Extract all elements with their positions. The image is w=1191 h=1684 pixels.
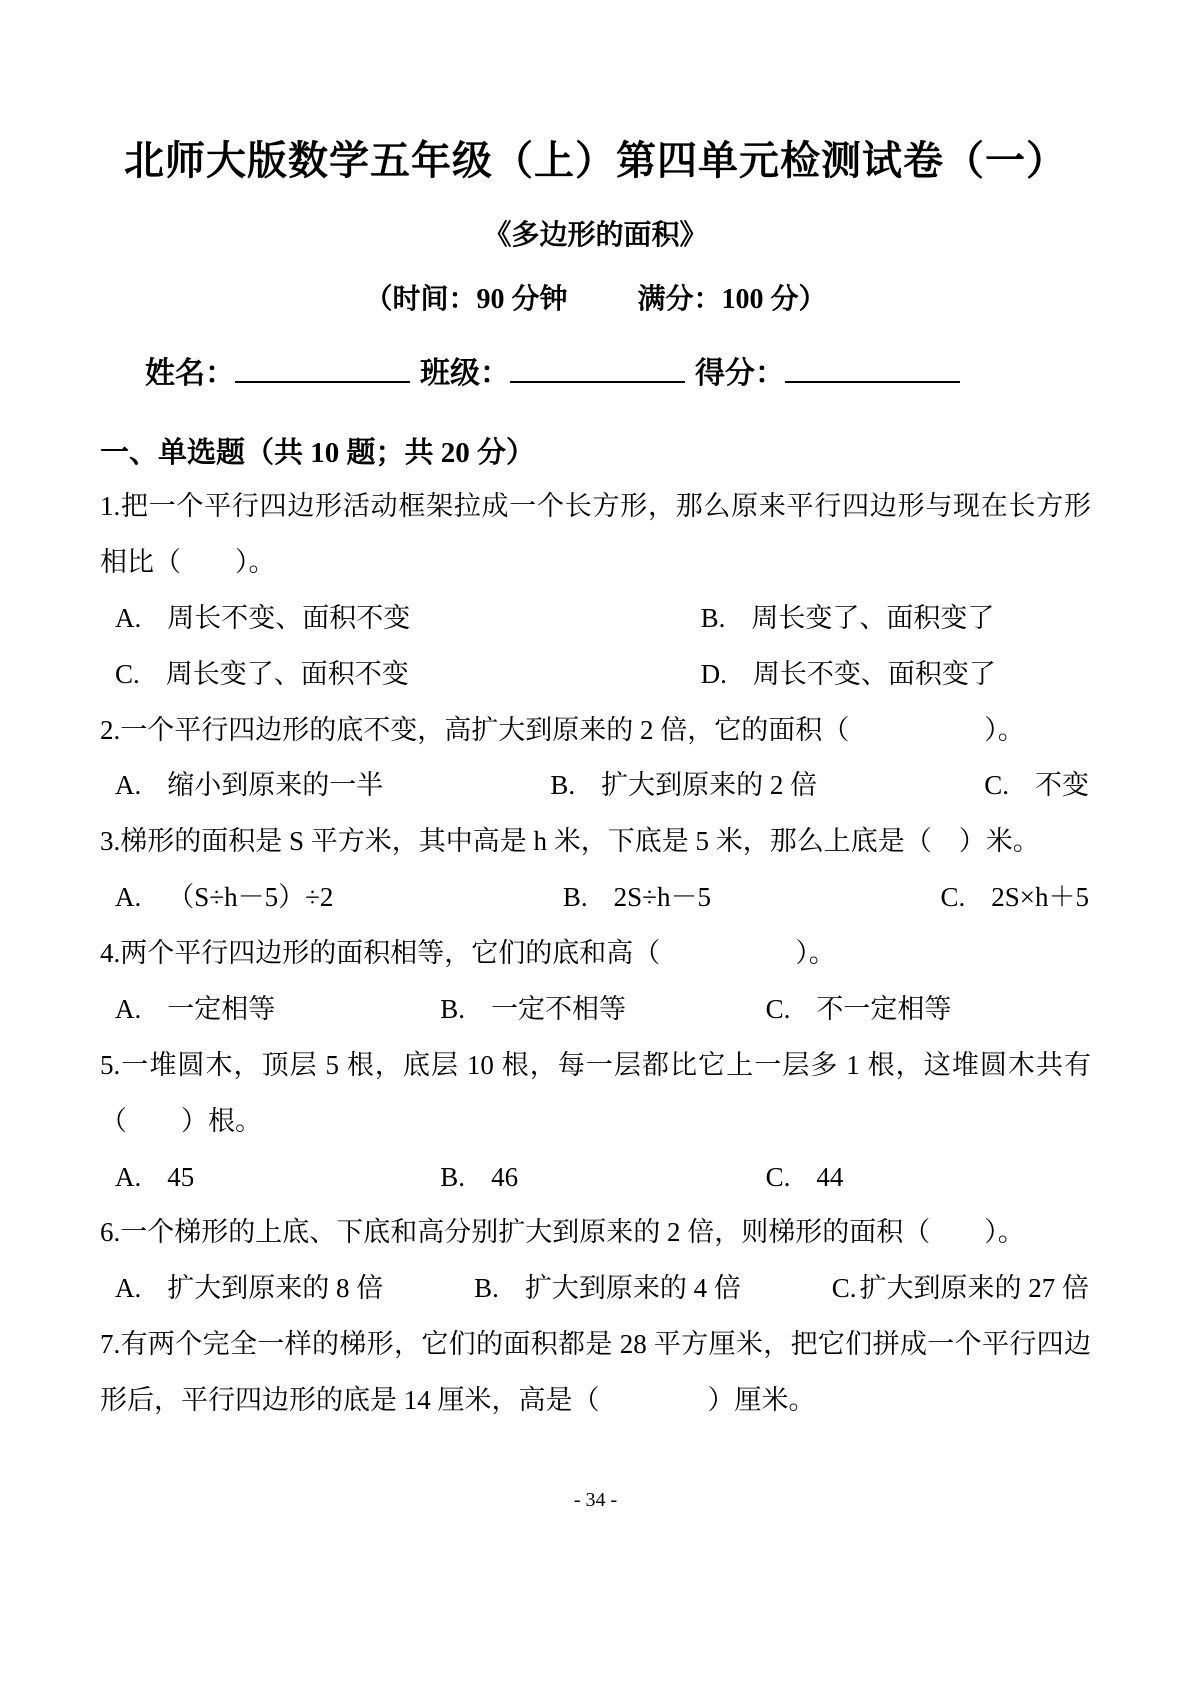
question-1-options-row-1 bbox=[100, 591, 1091, 647]
option-text: 44 bbox=[816, 1161, 844, 1192]
option-text: 45 bbox=[167, 1161, 195, 1192]
question-3-option-b bbox=[563, 870, 711, 926]
option-text: 周长变了、面积变了 bbox=[751, 602, 995, 633]
full-score-text: 满分：100 分） bbox=[637, 284, 827, 315]
question-2-option-a bbox=[115, 758, 383, 814]
option-label: C. bbox=[940, 882, 966, 913]
question-3-text: 3.梯形的面积是 S 平方米，其中高是 h 米，下底是 5 米，那么上底是（ ）米。 bbox=[100, 826, 1040, 857]
option-label: B. bbox=[562, 882, 588, 913]
option-text: 不一定相等 bbox=[816, 993, 952, 1024]
question-6-option-c bbox=[832, 1261, 1089, 1317]
name-label: 姓名： bbox=[145, 357, 235, 390]
option-text: 周长不变、面积不变 bbox=[167, 602, 411, 633]
option-label: C. bbox=[984, 770, 1009, 801]
option-text: 2S÷h－5 bbox=[613, 882, 711, 913]
option-text: 一定不相等 bbox=[491, 993, 627, 1024]
option-text: 扩大到原来的 8 倍 bbox=[167, 1273, 384, 1304]
question-2-option-c bbox=[984, 758, 1089, 814]
question-5 bbox=[100, 1038, 1091, 1206]
question-3-option-c bbox=[940, 870, 1089, 926]
question-2-option-b bbox=[550, 758, 817, 814]
option-label: D. bbox=[700, 658, 727, 689]
section-heading: 一、单选题（共 10 题；共 20 分） bbox=[100, 437, 536, 469]
student-info-row bbox=[100, 347, 1091, 392]
question-2-text: 2.一个平行四边形的底不变，高扩大到原来的 2 倍，它的面积（ ）。 bbox=[100, 714, 1025, 745]
time-limit-text: （时间：90 分钟 bbox=[364, 284, 568, 315]
option-label: C. bbox=[765, 1161, 791, 1192]
option-label: B. bbox=[440, 1161, 466, 1192]
question-3-option-a bbox=[115, 870, 333, 926]
option-label: A. bbox=[115, 770, 142, 801]
question-7 bbox=[100, 1317, 1091, 1429]
option-label: A. bbox=[115, 1273, 142, 1304]
question-3-options-row bbox=[100, 870, 1091, 926]
question-5-options-row bbox=[100, 1150, 1091, 1206]
option-text: 一定相等 bbox=[167, 993, 276, 1024]
question-6-options-row bbox=[100, 1261, 1091, 1317]
class-label: 班级： bbox=[420, 357, 510, 390]
question-1-option-c bbox=[115, 647, 701, 703]
option-label: C. bbox=[115, 658, 140, 689]
option-text: 周长不变、面积变了 bbox=[752, 658, 996, 689]
option-label: C. bbox=[765, 993, 791, 1024]
score-blank-line bbox=[785, 347, 960, 383]
option-label: A. bbox=[115, 1161, 142, 1192]
option-text: 2S×h＋5 bbox=[991, 882, 1089, 913]
option-text: 扩大到原来的 2 倍 bbox=[601, 770, 818, 801]
page-number: - 34 - bbox=[573, 1489, 618, 1511]
question-6-option-b bbox=[474, 1261, 741, 1317]
option-text: 46 bbox=[491, 1161, 519, 1192]
question-1-option-d bbox=[701, 647, 996, 703]
option-text: 缩小到原来的一半 bbox=[167, 770, 384, 801]
question-4-option-a bbox=[115, 982, 440, 1038]
option-text: 扩大到原来的 4 倍 bbox=[524, 1273, 741, 1304]
score-label: 得分： bbox=[695, 357, 785, 390]
question-6 bbox=[100, 1205, 1091, 1317]
question-1 bbox=[100, 479, 1091, 703]
question-7-text: 7.有两个完全一样的梯形，它们的面积都是 28 平方厘米，把它们拼成一个平行四边形后，平行四边形的底是 14 厘米，高是（ ）厘米。 bbox=[100, 1329, 1091, 1415]
option-label: C. bbox=[831, 1273, 857, 1304]
paper-subtitle: 《多边形的面积》 bbox=[483, 220, 708, 251]
name-blank-line bbox=[235, 347, 410, 383]
question-5-text: 5.一堆圆木，顶层 5 根，底层 10 根，每一层都比它上一层多 1 根，这堆圆木共有（ ）根。 bbox=[100, 1049, 1091, 1136]
time-score-line bbox=[100, 277, 1091, 317]
question-5-option-b bbox=[440, 1150, 765, 1206]
question-2 bbox=[100, 703, 1091, 815]
option-text: 不变 bbox=[1035, 770, 1089, 801]
question-4-text: 4.两个平行四边形的面积相等，它们的底和高（ ）。 bbox=[100, 938, 836, 968]
option-label: A. bbox=[115, 602, 142, 633]
option-text: 周长变了、面积不变 bbox=[165, 658, 409, 689]
question-4-option-c bbox=[766, 982, 1091, 1038]
question-4 bbox=[100, 926, 1091, 1038]
option-label: B. bbox=[440, 993, 466, 1024]
question-4-options-row bbox=[100, 982, 1091, 1038]
question-1-option-a bbox=[115, 591, 701, 647]
question-6-text: 6.一个梯形的上底、下底和高分别扩大到原来的 2 倍，则梯形的面积（ ）。 bbox=[100, 1217, 1025, 1248]
option-label: A. bbox=[115, 993, 142, 1024]
option-text: 扩大到原来的 27 倍 bbox=[859, 1273, 1089, 1304]
option-label: A. bbox=[115, 882, 142, 913]
question-1-option-b bbox=[701, 591, 995, 647]
page-title: 北师大版数学五年级（上）第四单元检测试卷（一） bbox=[124, 138, 1067, 183]
class-blank-line bbox=[510, 347, 685, 383]
option-label: B. bbox=[474, 1273, 499, 1304]
questions-list bbox=[100, 479, 1091, 1429]
question-5-option-c bbox=[766, 1150, 1091, 1206]
option-label: B. bbox=[550, 770, 576, 801]
question-1-text: 1.把一个平行四边形活动框架拉成一个长方形，那么原来平行四边形与现在长方形相比（ ）。 bbox=[100, 491, 1091, 577]
question-5-option-a bbox=[115, 1150, 440, 1206]
question-1-options-row-2 bbox=[100, 647, 1091, 703]
question-6-option-a bbox=[115, 1261, 383, 1317]
question-3 bbox=[100, 814, 1091, 926]
question-2-options-row bbox=[100, 758, 1091, 814]
option-text: （S÷h－5）÷2 bbox=[167, 882, 334, 913]
option-label: B. bbox=[700, 602, 726, 633]
question-4-option-b bbox=[440, 982, 765, 1038]
